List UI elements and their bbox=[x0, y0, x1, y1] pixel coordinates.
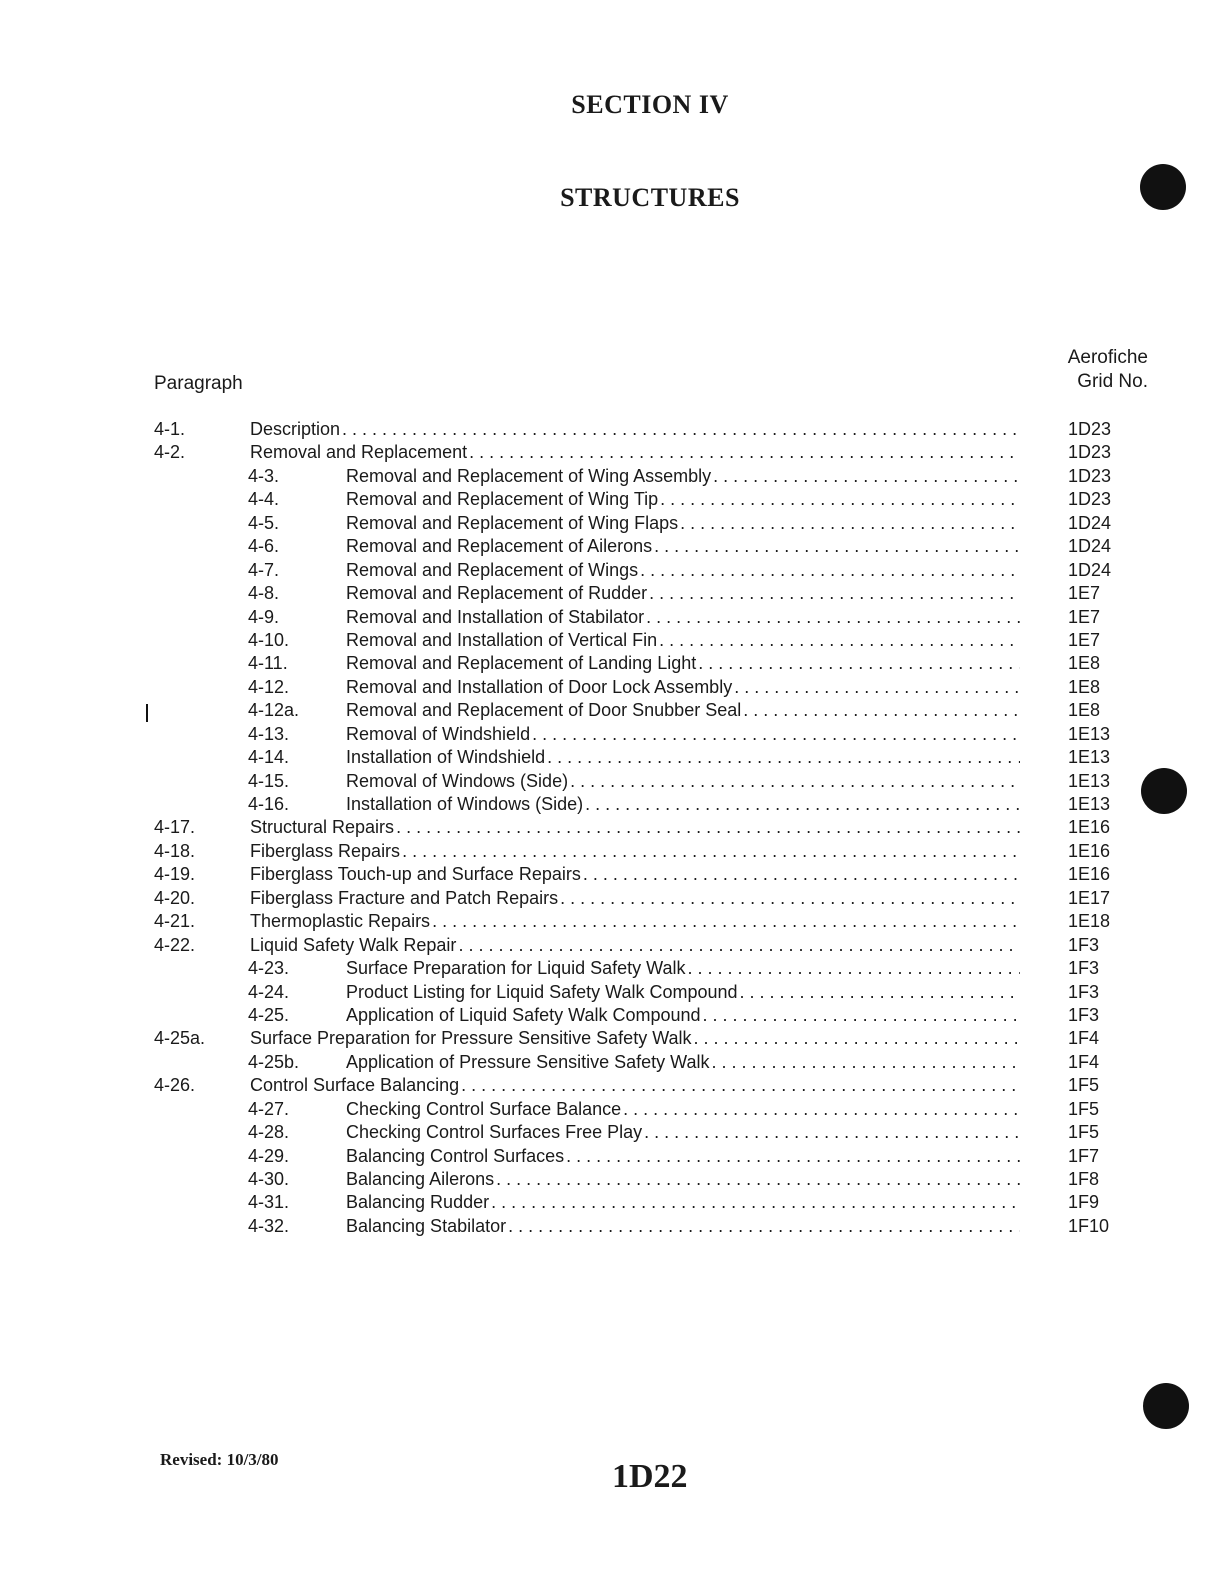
entry-number: 4-27. bbox=[248, 1098, 290, 1119]
entry-title: Removal and Replacement of Wing Tip bbox=[346, 489, 659, 510]
entry-grid: 1E7 bbox=[1068, 583, 1101, 604]
entry-grid: 1E13 bbox=[1068, 794, 1111, 814]
entry-title: Removal and Replacement of Wing Flaps bbox=[346, 512, 679, 533]
entry-title: Removal and Installation of Stabilator bbox=[346, 606, 645, 627]
entry-grid: 1D24 bbox=[1068, 512, 1112, 533]
entry-number: 4-25. bbox=[248, 1004, 290, 1025]
entry-title: Thermoplastic Repairs bbox=[250, 911, 431, 932]
toc-entry bbox=[150, 1145, 1130, 1168]
toc-entry bbox=[150, 535, 1130, 558]
entry-grid: 1E8 bbox=[1068, 700, 1101, 721]
binder-hole bbox=[1140, 164, 1186, 210]
entry-grid: 1F5 bbox=[1068, 1098, 1100, 1119]
toc-entry bbox=[150, 887, 1130, 910]
toc-entry bbox=[150, 746, 1130, 769]
entry-title: Product Listing for Liquid Safety Walk Compound bbox=[346, 981, 738, 1002]
entry-grid: 1D23 bbox=[1068, 419, 1112, 439]
entry-number: 4-2. bbox=[154, 442, 186, 463]
entry-title: Fiberglass Repairs bbox=[250, 840, 401, 861]
entry-number: 4-12. bbox=[248, 676, 290, 697]
entry-grid: 1F5 bbox=[1068, 1075, 1100, 1096]
entry-number: 4-10. bbox=[248, 629, 290, 650]
entry-title: Removal and Replacement of Wings bbox=[346, 559, 639, 580]
toc-entry bbox=[150, 934, 1130, 957]
entry-grid: 1F9 bbox=[1068, 1192, 1100, 1213]
entry-grid: 1F7 bbox=[1068, 1145, 1100, 1166]
entry-grid: 1E16 bbox=[1068, 817, 1111, 838]
entry-title: Installation of Windshield bbox=[346, 747, 546, 768]
entry-title: Description bbox=[250, 419, 341, 439]
toc-entry bbox=[150, 1121, 1130, 1144]
entry-title: Removal and Replacement of Wing Assembly bbox=[346, 465, 712, 486]
entry-title: Surface Preparation for Pressure Sensitive Safety Walk bbox=[250, 1028, 692, 1049]
entry-title: Checking Control Surface Balance bbox=[346, 1098, 622, 1119]
entry-number: 4-16. bbox=[248, 794, 290, 814]
entry-grid: 1D24 bbox=[1068, 536, 1112, 557]
entry-number: 4-25a. bbox=[154, 1028, 206, 1049]
entry-grid: 1D24 bbox=[1068, 559, 1112, 580]
entry-grid: 1E7 bbox=[1068, 629, 1101, 650]
toc-entry bbox=[150, 723, 1130, 746]
entry-title: Removal and Replacement of Ailerons bbox=[346, 536, 653, 557]
entry-number: 4-28. bbox=[248, 1122, 290, 1143]
entry-grid: 1E8 bbox=[1068, 653, 1101, 674]
entry-title: Removal and Installation of Vertical Fin bbox=[346, 629, 658, 650]
entry-grid: 1E16 bbox=[1068, 840, 1111, 861]
entry-number: 4-6. bbox=[248, 536, 280, 557]
entry-title: Balancing Rudder bbox=[346, 1192, 490, 1213]
toc-entry bbox=[150, 793, 1130, 816]
toc-entry bbox=[150, 981, 1130, 1004]
entry-title: Removal and Installation of Door Lock Assembly bbox=[346, 676, 733, 697]
entry-number: 4-18. bbox=[154, 840, 196, 861]
toc-entry bbox=[150, 559, 1130, 582]
toc-entry bbox=[150, 1051, 1130, 1074]
entry-number: 4-1. bbox=[154, 419, 186, 439]
toc-entry bbox=[150, 1168, 1130, 1191]
entry-title: Removal and Replacement of Landing Light bbox=[346, 653, 697, 674]
entry-grid: 1E16 bbox=[1068, 864, 1111, 885]
paragraph-column-header: Paragraph bbox=[154, 373, 243, 394]
revision-date: Revised: 10/3/80 bbox=[160, 1450, 279, 1469]
toc-entry bbox=[150, 606, 1130, 629]
entry-title: Surface Preparation for Liquid Safety Walk bbox=[346, 958, 686, 979]
grid-header-line2: Grid No. bbox=[1077, 371, 1148, 392]
entry-title: Removal and Replacement of Door Snubber Seal bbox=[346, 700, 742, 721]
toc-entry bbox=[150, 957, 1130, 980]
toc-entry bbox=[150, 418, 1130, 441]
section-title: SECTION IV bbox=[571, 90, 729, 119]
entry-grid: 1F8 bbox=[1068, 1169, 1100, 1189]
page-title: STRUCTURES bbox=[560, 183, 740, 212]
toc-entry bbox=[150, 488, 1130, 511]
grid-header-line1: Aerofiche bbox=[1067, 347, 1148, 368]
entry-title: Fiberglass Fracture and Patch Repairs bbox=[250, 887, 559, 908]
toc-entry bbox=[150, 910, 1130, 933]
entry-number: 4-14. bbox=[248, 747, 290, 768]
entry-number: 4-12a. bbox=[248, 700, 300, 721]
entry-number: 4-9. bbox=[248, 606, 280, 627]
entry-number: 4-17. bbox=[154, 817, 196, 838]
entry-grid: 1F3 bbox=[1068, 934, 1100, 955]
toc-entry bbox=[150, 1027, 1130, 1050]
entry-grid: 1E7 bbox=[1068, 606, 1101, 627]
toc-entry bbox=[150, 1074, 1130, 1097]
entry-title: Removal and Replacement bbox=[250, 442, 468, 463]
toc-entry bbox=[150, 1098, 1130, 1121]
toc-entry bbox=[150, 629, 1130, 652]
entry-number: 4-4. bbox=[248, 489, 280, 510]
toc-entry bbox=[150, 512, 1130, 535]
entry-grid: 1E8 bbox=[1068, 676, 1101, 697]
entry-title: Application of Liquid Safety Walk Compound bbox=[346, 1004, 701, 1025]
entry-number: 4-31. bbox=[248, 1192, 290, 1213]
entry-title: Balancing Stabilator bbox=[346, 1215, 507, 1236]
entry-grid: 1D23 bbox=[1068, 465, 1112, 486]
entry-grid: 1E13 bbox=[1068, 723, 1111, 744]
entry-number: 4-32. bbox=[248, 1215, 290, 1236]
entry-grid: 1D23 bbox=[1068, 489, 1112, 510]
entry-number: 4-8. bbox=[248, 583, 280, 604]
entry-grid: 1E13 bbox=[1068, 747, 1111, 768]
entry-title: Balancing Control Surfaces bbox=[346, 1145, 565, 1166]
table-of-contents bbox=[150, 418, 1130, 1238]
entry-grid: 1F3 bbox=[1068, 1004, 1100, 1025]
entry-title: Removal of Windshield bbox=[346, 723, 531, 744]
entry-grid: 1F5 bbox=[1068, 1122, 1100, 1143]
entry-number: 4-29. bbox=[248, 1145, 290, 1166]
entry-title: Removal of Windows (Side) bbox=[346, 770, 569, 791]
entry-number: 4-5. bbox=[248, 512, 280, 533]
entry-number: 4-23. bbox=[248, 958, 290, 979]
toc-entry bbox=[150, 770, 1130, 793]
toc-entry bbox=[150, 1004, 1130, 1027]
toc-entry bbox=[150, 676, 1130, 699]
toc-entry bbox=[150, 863, 1130, 886]
entry-title: Checking Control Surfaces Free Play bbox=[346, 1122, 643, 1143]
entry-title: Control Surface Balancing bbox=[250, 1075, 460, 1096]
entry-number: 4-22. bbox=[154, 934, 196, 955]
entry-grid: 1F3 bbox=[1068, 958, 1100, 979]
entry-number: 4-26. bbox=[154, 1075, 196, 1096]
binder-hole bbox=[1143, 1383, 1189, 1429]
entry-title: Installation of Windows (Side) bbox=[346, 794, 584, 814]
entry-grid: 1F10 bbox=[1068, 1215, 1110, 1236]
entry-number: 4-3. bbox=[248, 465, 280, 486]
toc-entry bbox=[150, 1215, 1130, 1238]
entry-number: 4-13. bbox=[248, 723, 290, 744]
entry-title: Fiberglass Touch-up and Surface Repairs bbox=[250, 864, 581, 885]
toc-entry bbox=[150, 816, 1130, 839]
toc-entry bbox=[150, 1191, 1130, 1214]
toc-entry bbox=[150, 582, 1130, 605]
revision-change-bar bbox=[146, 704, 148, 722]
entry-number: 4-19. bbox=[154, 864, 196, 885]
entry-title: Removal and Replacement of Rudder bbox=[346, 583, 648, 604]
entry-grid: 1D23 bbox=[1068, 442, 1112, 463]
entry-title: Balancing Ailerons bbox=[346, 1169, 495, 1189]
entry-title: Structural Repairs bbox=[250, 817, 395, 838]
entry-number: 4-24. bbox=[248, 981, 290, 1002]
toc-entry bbox=[150, 840, 1130, 863]
entry-number: 4-30. bbox=[248, 1169, 290, 1189]
entry-number: 4-20. bbox=[154, 887, 196, 908]
entry-number: 4-15. bbox=[248, 770, 290, 791]
entry-number: 4-7. bbox=[248, 559, 280, 580]
entry-grid: 1E18 bbox=[1068, 911, 1111, 932]
entry-grid: 1E13 bbox=[1068, 770, 1111, 791]
page-number: 1D22 bbox=[612, 1458, 688, 1495]
binder-hole bbox=[1141, 768, 1187, 814]
entry-grid: 1F3 bbox=[1068, 981, 1100, 1002]
grid-column-header bbox=[1040, 346, 1148, 394]
entry-title: Liquid Safety Walk Repair bbox=[250, 934, 457, 955]
toc-entry bbox=[150, 465, 1130, 488]
entry-grid: 1F4 bbox=[1068, 1028, 1100, 1049]
toc-entry bbox=[150, 441, 1130, 464]
entry-grid: 1F4 bbox=[1068, 1051, 1100, 1072]
entry-number: 4-25b. bbox=[248, 1051, 300, 1072]
entry-title: Application of Pressure Sensitive Safety Walk bbox=[346, 1051, 710, 1072]
entry-number: 4-21. bbox=[154, 911, 196, 932]
toc-entry bbox=[150, 699, 1130, 722]
entry-grid: 1E17 bbox=[1068, 887, 1111, 908]
toc-entry bbox=[150, 652, 1130, 675]
entry-number: 4-11. bbox=[248, 653, 288, 674]
